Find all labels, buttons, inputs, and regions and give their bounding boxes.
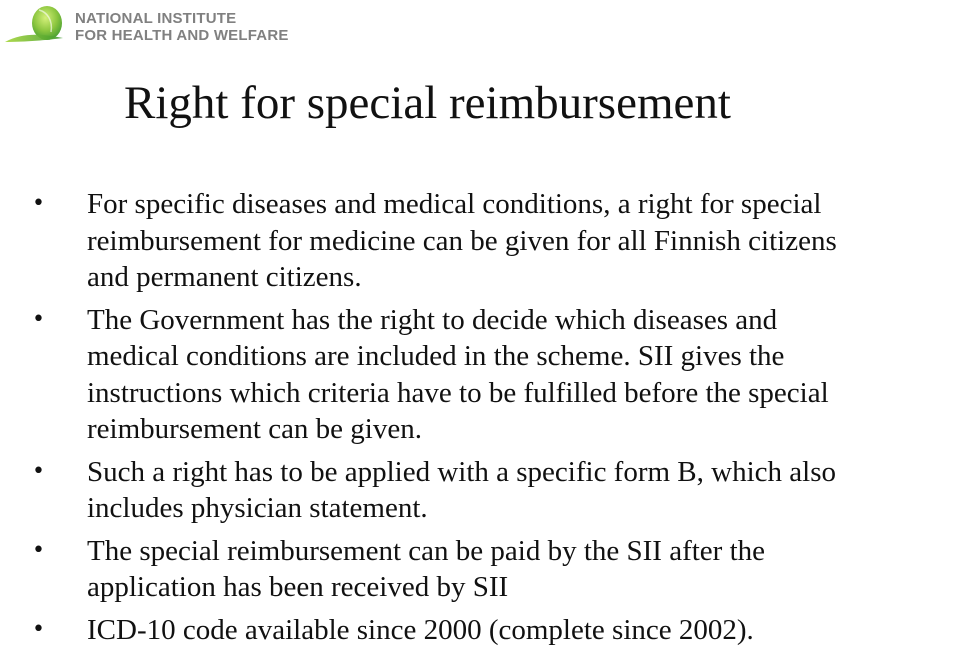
bullet-2-line-3: instructions which criteria have to be fulfilled before the special bbox=[87, 376, 829, 409]
bullet-3-line-2: includes physician statement. bbox=[87, 492, 428, 524]
bullet-2-line-2: medical conditions are included in the scheme. SII gives the bbox=[87, 340, 785, 372]
bullet-item-3 bbox=[0, 454, 959, 527]
logo-line-2: FOR HEALTH AND WELFARE bbox=[75, 27, 289, 44]
bullet-item-4 bbox=[0, 533, 959, 606]
bullet-3-line-1: Such a right has to be applied with a specific form B, which also bbox=[87, 455, 836, 488]
bullet-item-1 bbox=[0, 186, 959, 296]
green-leaf-logo-icon bbox=[3, 2, 73, 52]
bullet-list bbox=[0, 186, 959, 654]
bullet-icon: • bbox=[32, 306, 45, 332]
bullet-1-line-2: reimbursement for medicine can be given for all Finnish citizens bbox=[87, 224, 837, 257]
bullet-4-line-2: application has been received by SII bbox=[87, 571, 509, 603]
bullet-icon: • bbox=[32, 537, 45, 563]
logo-wordmark bbox=[75, 10, 289, 44]
bullet-icon: • bbox=[32, 458, 45, 484]
bullet-icon: • bbox=[32, 616, 45, 642]
slide-title: Right for special reimbursement bbox=[124, 77, 731, 129]
bullet-item-2 bbox=[0, 302, 959, 448]
bullet-5-line-1: ICD-10 code available since 2000 (complete since 2002). bbox=[87, 613, 754, 646]
bullet-2-line-4: reimbursement can be given. bbox=[87, 413, 422, 445]
bullet-item-5 bbox=[0, 612, 959, 649]
bullet-4-line-1: The special reimbursement can be paid by the SII after the bbox=[87, 534, 766, 567]
bullet-1-line-3: and permanent citizens. bbox=[87, 261, 362, 293]
bullet-1-line-1: For specific diseases and medical conditions, a right for special bbox=[87, 188, 822, 220]
bullet-icon: • bbox=[32, 191, 45, 216]
institute-logo bbox=[3, 2, 333, 52]
logo-line-1: NATIONAL INSTITUTE bbox=[75, 10, 237, 27]
bullet-2-line-1: The Government has the right to decide which diseases and bbox=[87, 303, 778, 336]
